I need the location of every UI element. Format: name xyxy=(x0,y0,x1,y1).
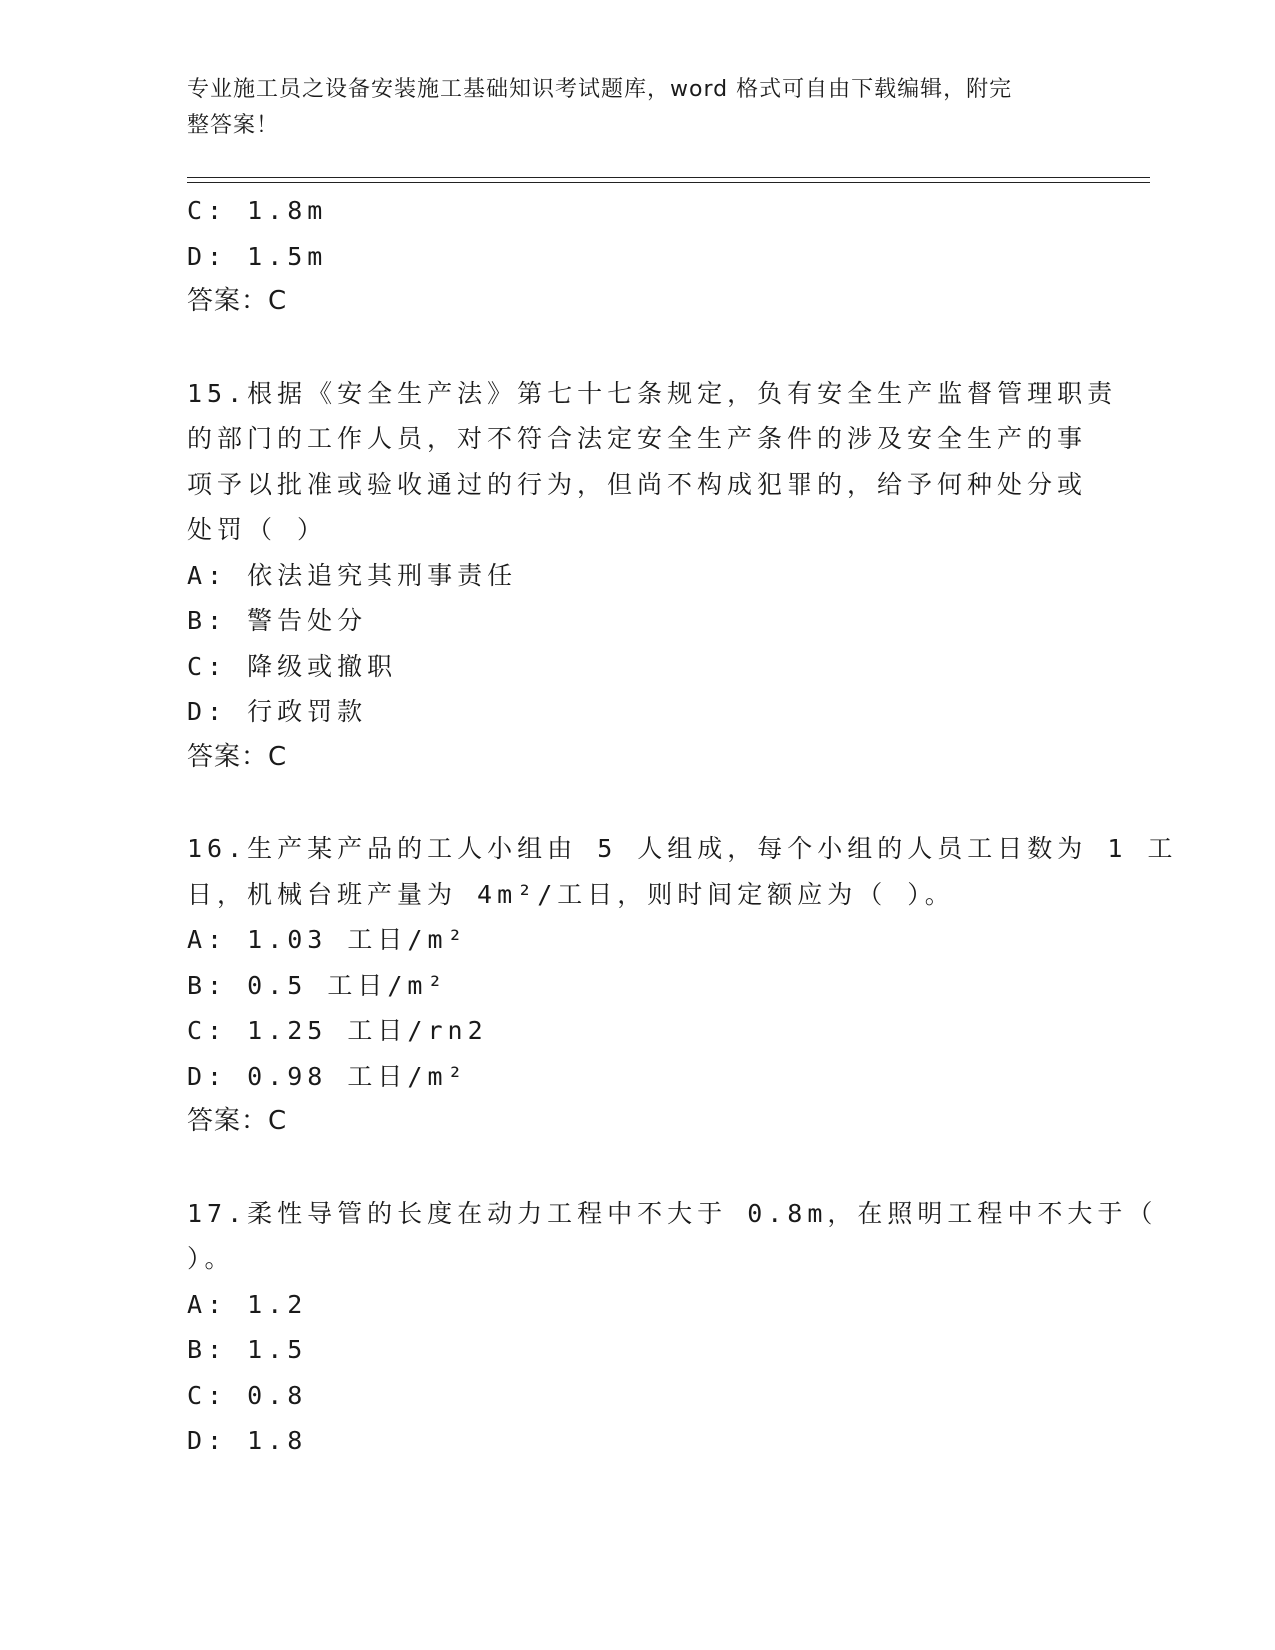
option-b: B: 0.5 工日/m² xyxy=(187,970,448,1000)
question-content xyxy=(187,188,1178,1464)
option-b: B: 1.5 xyxy=(187,1335,308,1364)
header-line-1: 专业施工员之设备安装施工基础知识考试题库，word 格式可自由下载编辑，附完 xyxy=(187,77,1013,102)
question-15 xyxy=(187,371,1118,781)
option-d: D: 1.8 xyxy=(187,1426,308,1455)
spacer xyxy=(187,1145,1087,1191)
option-a: A: 依法追究其刑事责任 xyxy=(187,560,518,590)
header-line-2: 整答案！ xyxy=(187,113,280,138)
question-stem-line: 处罚（ ） xyxy=(187,515,328,544)
option-c: C: 1.8m xyxy=(187,196,328,225)
answer-line: 答案：C xyxy=(187,741,288,772)
header-rule-top xyxy=(187,177,1150,178)
answer-line: 答案：C xyxy=(187,286,288,316)
question-stem-line: ）。 xyxy=(187,1244,235,1273)
answer-line: 答案：C xyxy=(187,1106,288,1136)
option-b: B: 警告处分 xyxy=(187,606,368,635)
question-stem-line: 16.生产某产品的工人小组由 5 人组成，每个小组的人员工日数为 1 工 xyxy=(187,834,1178,863)
option-c: C: 1.25 工日/rn2 xyxy=(187,1016,488,1045)
spacer xyxy=(187,780,1087,826)
question-stem-line: 的部门的工作人员，对不符合法定安全生产条件的涉及安全生产的事 xyxy=(187,424,1088,453)
option-d: D: 行政罚款 xyxy=(187,697,368,726)
option-c: C: 0.8 xyxy=(187,1380,308,1410)
page-header xyxy=(187,72,1067,144)
question-stem-line: 日，机械台班产量为 4m²/工日，则时间定额应为（ ）。 xyxy=(187,879,955,909)
option-a: A: 1.2 xyxy=(187,1289,308,1319)
option-c: C: 降级或撤职 xyxy=(187,651,398,681)
option-d: D: 1.5m xyxy=(187,241,328,271)
question-17 xyxy=(187,1191,1158,1464)
question-14-tail xyxy=(187,188,1087,325)
question-stem-line: 17.柔性导管的长度在动力工程中不大于 0.8m，在照明工程中不大于（ xyxy=(187,1198,1158,1228)
question-stem-line: 项予以批准或验收通过的行为，但尚不构成犯罪的，给予何种处分或 xyxy=(187,469,1088,499)
spacer xyxy=(187,325,1087,371)
question-stem-line: 15.根据《安全生产法》第七十七条规定，负有安全生产监督管理职责 xyxy=(187,378,1118,408)
option-a: A: 1.03 工日/m² xyxy=(187,925,468,954)
option-d: D: 0.98 工日/m² xyxy=(187,1061,468,1091)
header-rule-bottom xyxy=(187,182,1150,183)
question-16 xyxy=(187,826,1178,1145)
